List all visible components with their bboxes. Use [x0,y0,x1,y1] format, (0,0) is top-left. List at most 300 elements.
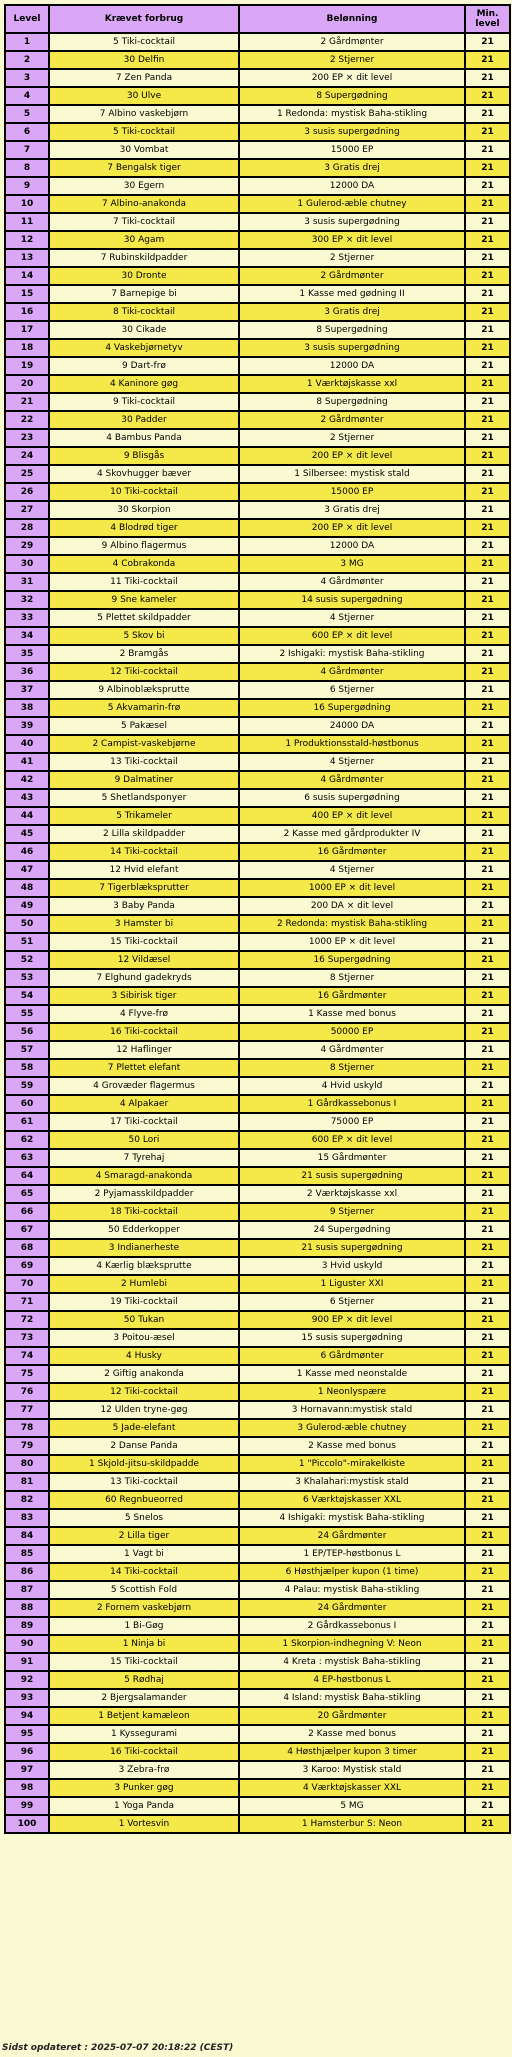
min-level-cell: 21 [465,843,510,861]
level-cell: 14 [5,267,49,285]
level-cell: 77 [5,1401,49,1419]
min-level-cell: 21 [465,1545,510,1563]
required-cell: 7 Albino vaskebjørn [49,105,239,123]
table-body [5,33,510,1833]
required-cell: 19 Tiki-cocktail [49,1293,239,1311]
reward-cell: 4 EP-høstbonus L [239,1671,465,1689]
level-cell: 9 [5,177,49,195]
min-level-cell: 21 [465,1797,510,1815]
table-row [5,1077,510,1095]
min-level-cell: 21 [465,735,510,753]
reward-cell: 2 Gårdkassebonus I [239,1617,465,1635]
table-row [5,519,510,537]
level-cell: 30 [5,555,49,573]
min-level-cell: 21 [465,1707,510,1725]
table-row [5,393,510,411]
required-cell: 7 Elghund gadekryds [49,969,239,987]
min-level-cell: 21 [465,1653,510,1671]
table-row [5,1131,510,1149]
level-cell: 52 [5,951,49,969]
min-level-cell: 21 [465,1599,510,1617]
min-level-cell: 21 [465,573,510,591]
required-cell: 9 Albino flagermus [49,537,239,555]
level-cell: 81 [5,1473,49,1491]
min-level-cell: 21 [465,177,510,195]
reward-cell: 3 Gratis drej [239,159,465,177]
level-cell: 90 [5,1635,49,1653]
required-cell: 15 Tiki-cocktail [49,1653,239,1671]
level-cell: 69 [5,1257,49,1275]
required-cell: 9 Dalmatiner [49,771,239,789]
table-row [5,231,510,249]
reward-cell: 3 Gulerod-æble chutney [239,1419,465,1437]
required-cell: 2 Campist-vaskebjørne [49,735,239,753]
reward-cell: 6 Stjerner [239,681,465,699]
min-level-cell: 21 [465,69,510,87]
level-cell: 91 [5,1653,49,1671]
table-row [5,465,510,483]
reward-cell: 6 Stjerner [239,1293,465,1311]
min-level-cell: 21 [465,987,510,1005]
required-cell: 2 Lilla tiger [49,1527,239,1545]
min-level-cell: 21 [465,879,510,897]
min-level-cell: 21 [465,1203,510,1221]
reward-cell: 8 Supergødning [239,87,465,105]
reward-cell: 4 Stjerner [239,609,465,627]
min-level-cell: 21 [465,1725,510,1743]
table-row [5,537,510,555]
min-level-cell: 21 [465,771,510,789]
min-level-cell: 21 [465,1365,510,1383]
table-row [5,69,510,87]
table-row [5,1689,510,1707]
reward-cell: 300 EP × dit level [239,231,465,249]
reward-cell: 3 MG [239,555,465,573]
level-cell: 24 [5,447,49,465]
reward-cell: 2 Kasse med bonus [239,1437,465,1455]
min-level-cell: 21 [465,1167,510,1185]
level-cell: 51 [5,933,49,951]
required-cell: 50 Edderkopper [49,1221,239,1239]
required-cell: 9 Albinoblæksprutte [49,681,239,699]
required-cell: 14 Tiki-cocktail [49,1563,239,1581]
required-cell: 7 Rubinskildpadder [49,249,239,267]
reward-cell: 4 Gårdmønter [239,573,465,591]
table-row [5,1365,510,1383]
table-row [5,321,510,339]
required-cell: 12 Tiki-cocktail [49,1383,239,1401]
level-cell: 82 [5,1491,49,1509]
required-cell: 1 Skjold-jitsu-skildpadde [49,1455,239,1473]
level-cell: 79 [5,1437,49,1455]
required-cell: 5 Scottish Fold [49,1581,239,1599]
table-header-row [5,5,510,33]
required-cell: 4 Alpakaer [49,1095,239,1113]
level-cell: 25 [5,465,49,483]
min-level-cell: 21 [465,1815,510,1833]
table-row [5,1455,510,1473]
required-cell: 7 Barnepige bi [49,285,239,303]
table-row [5,267,510,285]
reward-cell: 15 Gårdmønter [239,1149,465,1167]
reward-cell: 4 Gårdmønter [239,1041,465,1059]
required-cell: 9 Blisgås [49,447,239,465]
level-cell: 50 [5,915,49,933]
min-level-cell: 21 [465,933,510,951]
level-cell: 87 [5,1581,49,1599]
reward-cell: 1000 EP × dit level [239,879,465,897]
required-cell: 4 Bambus Panda [49,429,239,447]
table-row [5,1257,510,1275]
min-level-cell: 21 [465,1077,510,1095]
level-cell: 28 [5,519,49,537]
required-cell: 1 Bi-Gøg [49,1617,239,1635]
table-row [5,1527,510,1545]
min-level-cell: 21 [465,519,510,537]
required-cell: 60 Regnbueorred [49,1491,239,1509]
reward-cell: 3 susis supergødning [239,339,465,357]
reward-cell: 5 MG [239,1797,465,1815]
table-row [5,1149,510,1167]
table-row [5,735,510,753]
min-level-cell: 21 [465,321,510,339]
level-cell: 20 [5,375,49,393]
required-cell: 5 Tiki-cocktail [49,33,239,51]
table-row [5,1185,510,1203]
min-level-cell: 21 [465,303,510,321]
table-row [5,573,510,591]
table-row [5,789,510,807]
level-cell: 2 [5,51,49,69]
reward-cell: 15000 EP [239,141,465,159]
level-cell: 71 [5,1293,49,1311]
min-level-cell: 21 [465,1743,510,1761]
table-row [5,1797,510,1815]
level-cell: 6 [5,123,49,141]
required-cell: 30 Skorpion [49,501,239,519]
required-cell: 1 Ninja bi [49,1635,239,1653]
reward-cell: 24 Gårdmønter [239,1527,465,1545]
min-level-cell: 21 [465,1401,510,1419]
required-cell: 2 Lilla skildpadder [49,825,239,843]
table-row [5,987,510,1005]
required-cell: 30 Dronte [49,267,239,285]
min-level-cell: 21 [465,1275,510,1293]
min-level-cell: 21 [465,1671,510,1689]
reward-cell: 600 EP × dit level [239,1131,465,1149]
level-cell: 83 [5,1509,49,1527]
table-row [5,681,510,699]
reward-cell: 16 Supergødning [239,951,465,969]
required-cell: 7 Tyrehaj [49,1149,239,1167]
table-row [5,1005,510,1023]
min-level-cell: 21 [465,1131,510,1149]
table-row [5,357,510,375]
min-level-cell: 21 [465,1437,510,1455]
level-cell: 16 [5,303,49,321]
min-level-cell: 21 [465,33,510,51]
reward-cell: 16 Supergødning [239,699,465,717]
required-cell: 1 Kyssegurami [49,1725,239,1743]
level-cell: 38 [5,699,49,717]
min-level-cell: 21 [465,1239,510,1257]
min-level-cell: 21 [465,555,510,573]
level-cell: 95 [5,1725,49,1743]
table-row [5,825,510,843]
reward-cell: 12000 DA [239,357,465,375]
reward-cell: 2 Stjerner [239,429,465,447]
table-row [5,1113,510,1131]
reward-cell: 24 Supergødning [239,1221,465,1239]
table-row [5,501,510,519]
table-row [5,177,510,195]
reward-cell: 4 Gårdmønter [239,663,465,681]
reward-cell: 2 Værktøjskasse xxl [239,1185,465,1203]
min-level-cell: 21 [465,87,510,105]
reward-cell: 3 Hornavann:mystisk stald [239,1401,465,1419]
table-row [5,843,510,861]
required-cell: 16 Tiki-cocktail [49,1023,239,1041]
level-cell: 57 [5,1041,49,1059]
required-cell: 3 Poitou-æsel [49,1329,239,1347]
reward-cell: 2 Redonda: mystisk Baha-stikling [239,915,465,933]
reward-cell: 4 Stjerner [239,861,465,879]
required-cell: 4 Flyve-frø [49,1005,239,1023]
reward-cell: 3 susis supergødning [239,213,465,231]
min-level-cell: 21 [465,663,510,681]
min-level-cell: 21 [465,483,510,501]
table-row [5,1509,510,1527]
header-min-level-line2: level [475,19,500,29]
level-cell: 58 [5,1059,49,1077]
level-cell: 39 [5,717,49,735]
required-cell: 7 Tiki-cocktail [49,213,239,231]
required-cell: 30 Cikade [49,321,239,339]
reward-cell: 200 EP × dit level [239,519,465,537]
min-level-cell: 21 [465,1113,510,1131]
table-row [5,447,510,465]
required-cell: 4 Smaragd-anakonda [49,1167,239,1185]
table-row [5,591,510,609]
level-cell: 56 [5,1023,49,1041]
required-cell: 30 Padder [49,411,239,429]
table-row [5,1401,510,1419]
table-row [5,1329,510,1347]
required-cell: 5 Trikameler [49,807,239,825]
reward-table-container [4,4,509,1834]
level-cell: 60 [5,1095,49,1113]
reward-cell: 12000 DA [239,177,465,195]
min-level-cell: 21 [465,1635,510,1653]
reward-cell: 200 EP × dit level [239,447,465,465]
required-cell: 3 Hamster bi [49,915,239,933]
level-cell: 75 [5,1365,49,1383]
table-row [5,285,510,303]
required-cell: 12 Tiki-cocktail [49,663,239,681]
min-level-cell: 21 [465,1779,510,1797]
reward-cell: 24 Gårdmønter [239,1599,465,1617]
level-cell: 49 [5,897,49,915]
required-cell: 9 Dart-frø [49,357,239,375]
table-row [5,141,510,159]
table-row [5,717,510,735]
required-cell: 7 Tigerblæksprutter [49,879,239,897]
min-level-cell: 21 [465,1581,510,1599]
min-level-cell: 21 [465,591,510,609]
required-cell: 2 Fornem vaskebjørn [49,1599,239,1617]
reward-cell: 1000 EP × dit level [239,933,465,951]
level-cell: 12 [5,231,49,249]
required-cell: 9 Tiki-cocktail [49,393,239,411]
table-row [5,627,510,645]
level-cell: 19 [5,357,49,375]
reward-cell: 16 Gårdmønter [239,987,465,1005]
level-cell: 8 [5,159,49,177]
required-cell: 2 Bjergsalamander [49,1689,239,1707]
required-cell: 30 Egern [49,177,239,195]
level-cell: 40 [5,735,49,753]
min-level-cell: 21 [465,717,510,735]
level-cell: 36 [5,663,49,681]
required-cell: 30 Agam [49,231,239,249]
required-cell: 7 Zen Panda [49,69,239,87]
table-row [5,1563,510,1581]
reward-cell: 16 Gårdmønter [239,843,465,861]
table-row [5,1203,510,1221]
reward-cell: 1 Kasse med neonstalde [239,1365,465,1383]
level-cell: 17 [5,321,49,339]
level-cell: 96 [5,1743,49,1761]
table-row [5,1743,510,1761]
table-row [5,609,510,627]
level-cell: 45 [5,825,49,843]
level-cell: 85 [5,1545,49,1563]
level-cell: 70 [5,1275,49,1293]
table-row [5,1437,510,1455]
min-level-cell: 21 [465,681,510,699]
table-row [5,411,510,429]
table-row [5,1311,510,1329]
min-level-cell: 21 [465,159,510,177]
level-cell: 3 [5,69,49,87]
table-row [5,699,510,717]
required-cell: 1 Vagt bi [49,1545,239,1563]
reward-cell: 2 Stjerner [239,249,465,267]
level-cell: 65 [5,1185,49,1203]
min-level-cell: 21 [465,357,510,375]
required-cell: 5 Tiki-cocktail [49,123,239,141]
required-cell: 11 Tiki-cocktail [49,573,239,591]
reward-cell: 1 Værktøjskasse xxl [239,375,465,393]
min-level-cell: 21 [465,537,510,555]
level-cell: 64 [5,1167,49,1185]
level-cell: 23 [5,429,49,447]
level-cell: 84 [5,1527,49,1545]
reward-cell: 1 Kasse med bonus [239,1005,465,1023]
min-level-cell: 21 [465,393,510,411]
min-level-cell: 21 [465,501,510,519]
level-cell: 18 [5,339,49,357]
reward-cell: 1 Produktionsstald-høstbonus [239,735,465,753]
reward-cell: 21 susis supergødning [239,1239,465,1257]
table-row [5,1779,510,1797]
level-cell: 21 [5,393,49,411]
table-row [5,33,510,51]
reward-table [4,4,511,1834]
min-level-cell: 21 [465,429,510,447]
level-cell: 73 [5,1329,49,1347]
required-cell: 4 Kærlig blæksprutte [49,1257,239,1275]
min-level-cell: 21 [465,1761,510,1779]
min-level-cell: 21 [465,807,510,825]
reward-cell: 3 Hvid uskyld [239,1257,465,1275]
table-row [5,1095,510,1113]
level-cell: 99 [5,1797,49,1815]
level-cell: 53 [5,969,49,987]
level-cell: 27 [5,501,49,519]
level-cell: 15 [5,285,49,303]
required-cell: 2 Pyjamasskildpadder [49,1185,239,1203]
level-cell: 72 [5,1311,49,1329]
required-cell: 2 Bramgås [49,645,239,663]
required-cell: 3 Indianerheste [49,1239,239,1257]
table-row [5,555,510,573]
required-cell: 2 Humlebi [49,1275,239,1293]
min-level-cell: 21 [465,1149,510,1167]
reward-cell: 6 Høsthjælper kupon (1 time) [239,1563,465,1581]
min-level-cell: 21 [465,1041,510,1059]
table-row [5,645,510,663]
required-cell: 7 Albino-anakonda [49,195,239,213]
table-row [5,1815,510,1833]
level-cell: 26 [5,483,49,501]
header-reward: Belønning [239,5,465,33]
min-level-cell: 21 [465,339,510,357]
reward-cell: 1 "Piccolo"-mirakelkiste [239,1455,465,1473]
reward-cell: 15 susis supergødning [239,1329,465,1347]
table-row [5,933,510,951]
level-cell: 54 [5,987,49,1005]
min-level-cell: 21 [465,627,510,645]
reward-cell: 1 Redonda: mystisk Baha-stikling [239,105,465,123]
reward-cell: 8 Supergødning [239,393,465,411]
min-level-cell: 21 [465,1257,510,1275]
level-cell: 67 [5,1221,49,1239]
table-row [5,159,510,177]
table-row [5,663,510,681]
table-row [5,123,510,141]
table-row [5,105,510,123]
min-level-cell: 21 [465,915,510,933]
reward-cell: 4 Palau: mystisk Baha-stikling [239,1581,465,1599]
required-cell: 1 Betjent kamæleon [49,1707,239,1725]
table-row [5,1617,510,1635]
reward-cell: 3 Gratis drej [239,501,465,519]
required-cell: 1 Yoga Panda [49,1797,239,1815]
table-row [5,1419,510,1437]
table-row [5,1707,510,1725]
table-row [5,1293,510,1311]
level-cell: 10 [5,195,49,213]
reward-cell: 4 Værktøjskasser XXL [239,1779,465,1797]
reward-cell: 1 Skorpion-indhegning V: Neon [239,1635,465,1653]
table-row [5,195,510,213]
table-row [5,1599,510,1617]
reward-cell: 1 EP/TEP-høstbonus L [239,1545,465,1563]
reward-cell: 2 Gårdmønter [239,411,465,429]
min-level-cell: 21 [465,123,510,141]
reward-cell: 8 Stjerner [239,1059,465,1077]
